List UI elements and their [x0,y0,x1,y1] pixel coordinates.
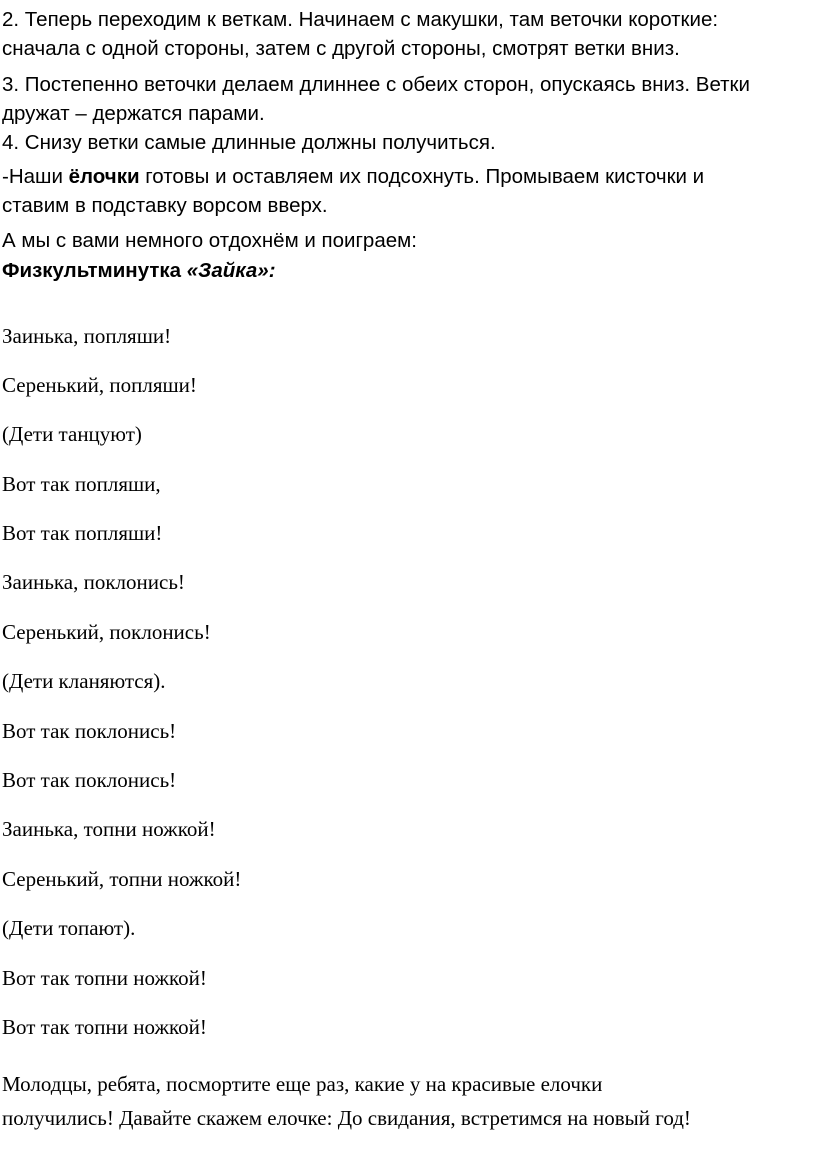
closing-paragraph [2,1067,814,1135]
poem-line-10: Вот так поклонись! [2,768,177,792]
poem-line-14: Вот так топни ножкой! [2,966,207,990]
rest-line [2,226,814,255]
poem-line-7: Серенький, поклонись! [2,620,211,644]
trees-ready-bold-word: ёлочки [68,165,140,188]
exercise-title-bold: Физкультминутка [2,259,187,282]
poem-line-4: Вот так попляши, [2,472,161,496]
poem-line-1: Заинька, попляши! [2,324,172,348]
poem-line-8: (Дети кланяются). [2,669,166,693]
poem-line-6: Заинька, поклонись! [2,570,185,594]
closing-line-1: Молодцы, ребята, посмортите еще раз, какие у на красивые елочки [2,1072,603,1096]
exercise-title [2,256,814,285]
poem-line-9: Вот так поклонись! [2,719,177,743]
step-2-line-2: сначала с одной стороны, затем с другой стороны, смотрят ветки вниз. [2,37,680,60]
trees-ready-line-2: ставим в подставку ворсом вверх. [2,194,328,217]
step-3-paragraph [2,70,814,128]
closing-line-2: получились! Давайте скажем елочке: До свидания, встретимся на новый год! [2,1106,691,1130]
step-4-paragraph [2,128,814,157]
trees-ready-suffix: готовы и оставляем их подсохнуть. Промываем кисточки и [139,165,705,188]
step-3-line-1: 3. Постепенно веточки делаем длиннее с обеих сторон, опускаясь вниз. Ветки [2,73,750,96]
poem-line-12: Серенький, топни ножкой! [2,867,242,891]
trees-ready-paragraph [2,162,814,220]
step-3-line-2: дружат – держатся парами. [2,102,265,125]
poem-line-5: Вот так попляши! [2,521,163,545]
step-4-line-1: 4. Снизу ветки самые длинные должны получиться. [2,131,496,154]
poem-line-15: Вот так топни ножкой! [2,1015,207,1039]
step-2-line-1: 2. Теперь переходим к веткам. Начинаем с макушки, там веточки короткие: [2,8,719,31]
exercise-title-italic: «Зайка»: [186,259,276,282]
step-2-paragraph [2,5,814,63]
poem-line-2: Серенький, попляши! [2,373,197,397]
trees-ready-prefix: -Наши [2,165,69,188]
poem-line-3: (Дети танцуют) [2,422,142,446]
poem-line-13: (Дети топают). [2,916,136,940]
poem-line-11: Заинька, топни ножкой! [2,817,216,841]
rest-line-text: А мы с вами немного отдохнём и поиграем: [2,229,417,252]
